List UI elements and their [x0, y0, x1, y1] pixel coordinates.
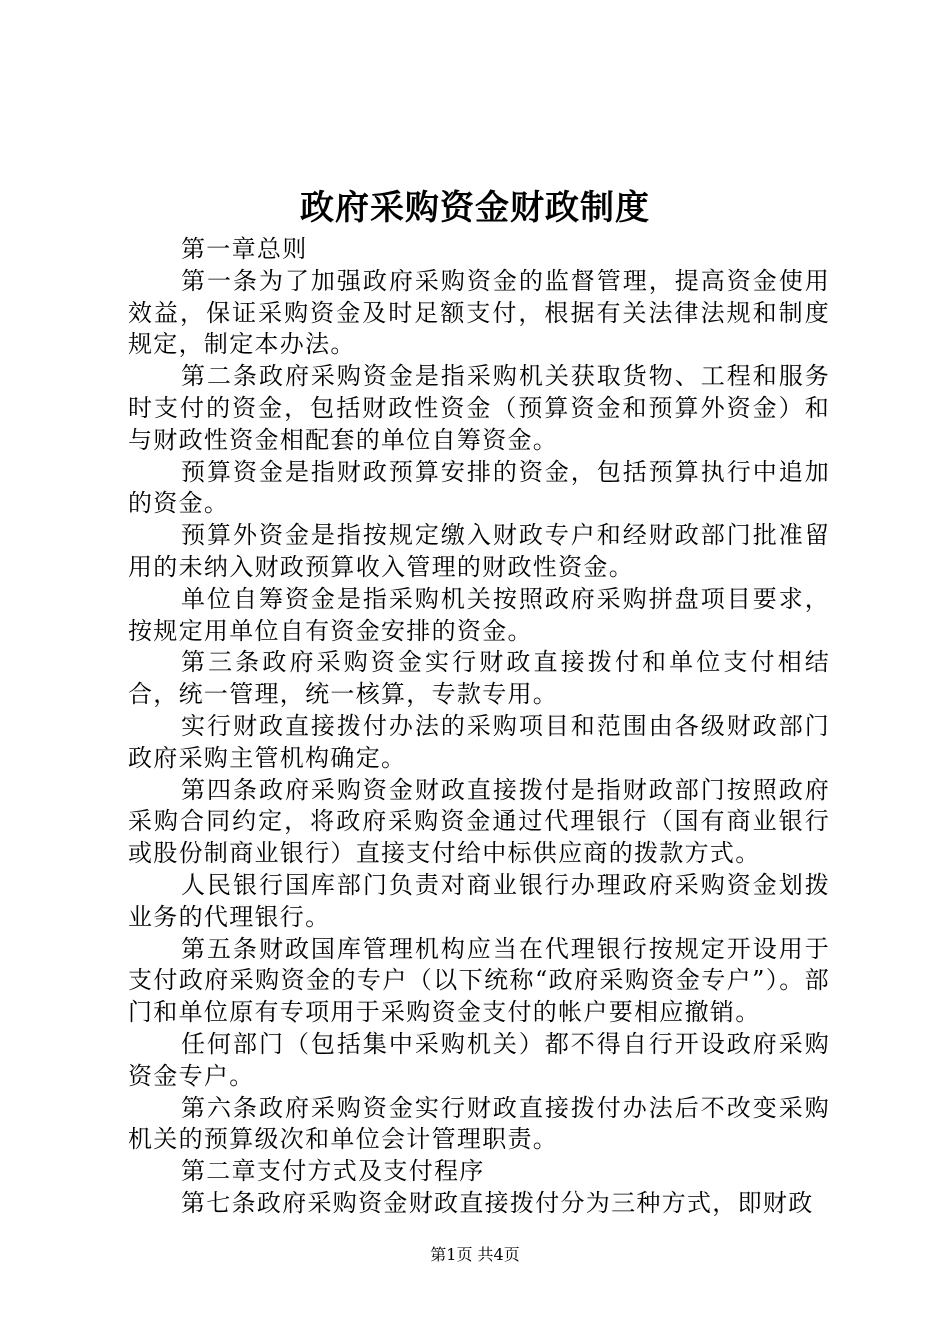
document-body: [128, 234, 830, 1220]
paragraph: 第七条政府采购资金财政直接拨付分为三种方式，即财政: [181, 1188, 814, 1217]
paragraph: 第四条政府采购资金财政直接拨付是指财政部门按照政府采购合同约定，将政府采购资金通过代理银行（国有商业银行或股份制商业银行）直接支付给中标供应商的拨款方式。: [128, 775, 830, 868]
paragraph: 第五条财政国库管理机构应当在代理银行按规定开设用于支付政府采购资金的专户（以下统称“政府采购资金专户”）。部门和单位原有专项用于采购资金支付的帐户要相应撤销。: [128, 934, 830, 1027]
paragraph: 第一条为了加强政府采购资金的监督管理，提高资金使用效益，保证采购资金及时足额支付，根据有关法律法规和制度规定，制定本办法。: [128, 266, 830, 359]
paragraph: 预算外资金是指按规定缴入财政专户和经财政部门批准留用的未纳入财政预算收入管理的财政性资金。: [128, 521, 830, 581]
paragraph: 任何部门（包括集中采购机关）都不得自行开设政府采购资金专户。: [128, 1029, 830, 1090]
document-title: 政府采购资金财政制度: [300, 188, 650, 228]
paragraph: 预算资金是指财政预算安排的资金，包括预算执行中追加的资金。: [128, 457, 830, 518]
paragraph: 人民银行国库部门负责对商业银行办理政府采购资金划拨业务的代理银行。: [128, 870, 830, 931]
paragraph: 第二条政府采购资金是指采购机关获取货物、工程和服务时支付的资金，包括财政性资金（预算资金和预算外资金）和与财政性资金相配套的单位自筹资金。: [128, 362, 830, 454]
paragraph: 单位自筹资金是指采购机关按照政府采购拼盘项目要求，按规定用单位自有资金安排的资金。: [128, 584, 830, 645]
chapter-heading: 第一章总则: [181, 235, 308, 263]
paragraph: 第六条政府采购资金实行财政直接拨付办法后不改变采购机关的预算级次和单位会计管理职责。: [128, 1093, 830, 1154]
chapter-heading: 第二章支付方式及支付程序: [181, 1157, 485, 1186]
paragraph: 第三条政府采购资金实行财政直接拨付和单位支付相结合，统一管理，统一核算，专款专用。: [128, 648, 830, 709]
paragraph: 实行财政直接拨付办法的采购项目和范围由各级财政部门政府采购主管机构确定。: [128, 711, 830, 772]
page-number-footer: 第1页 共4页: [430, 1245, 520, 1264]
